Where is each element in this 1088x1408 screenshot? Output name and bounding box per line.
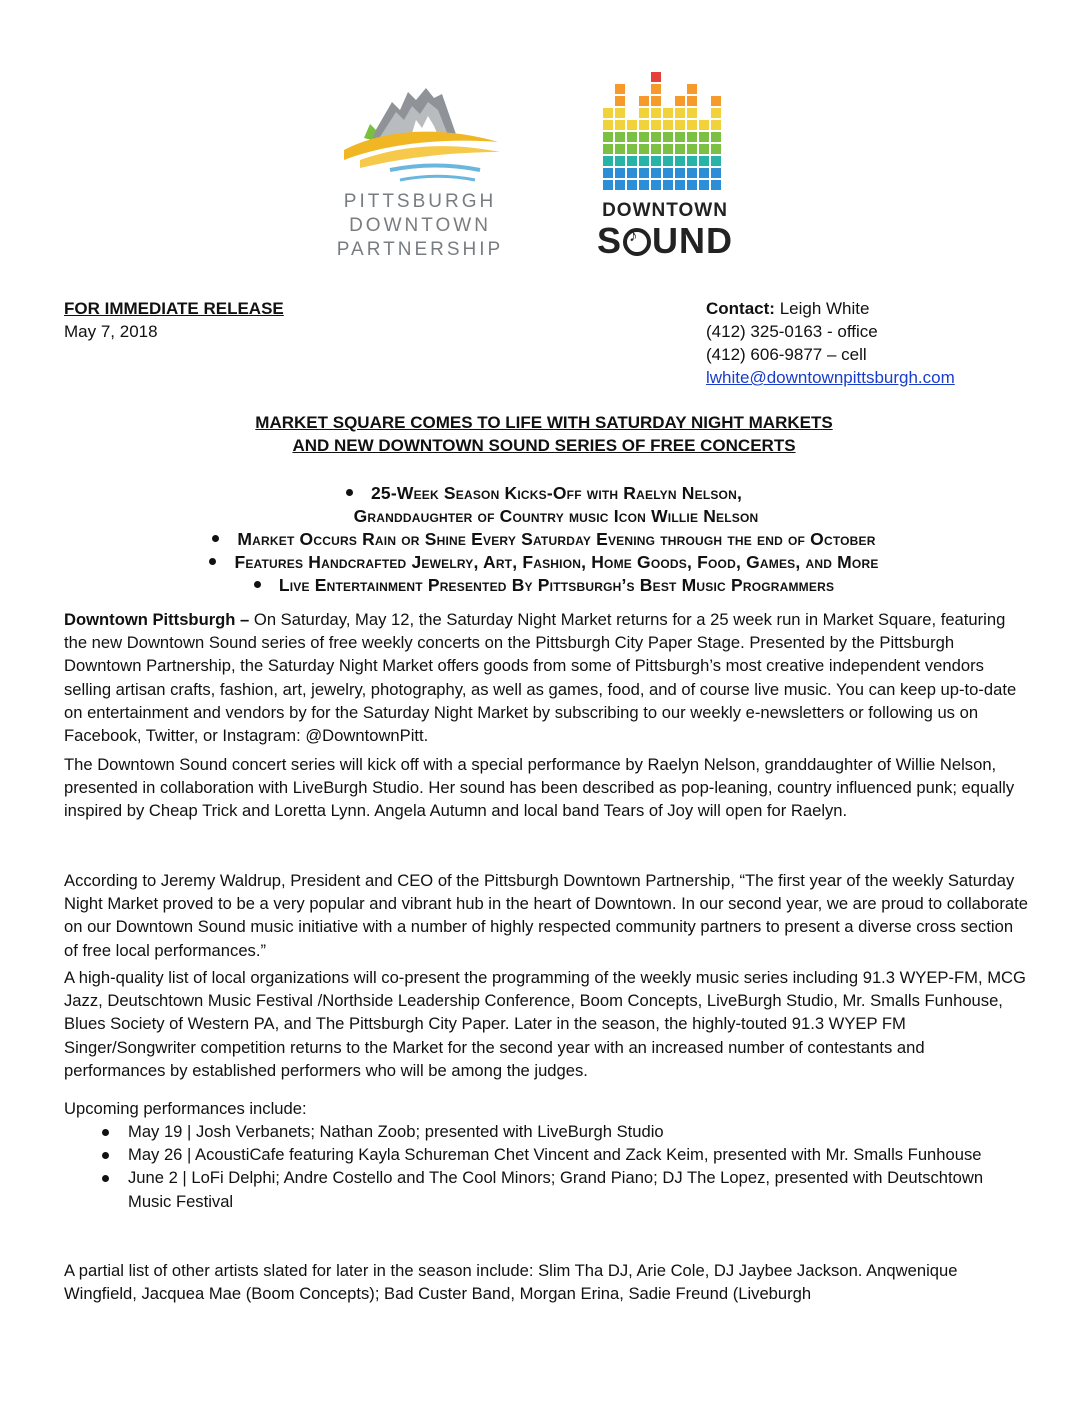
equalizer-cell bbox=[711, 108, 721, 118]
bullet-icon bbox=[254, 581, 261, 588]
equalizer-cell bbox=[615, 120, 625, 130]
bullet-icon bbox=[346, 489, 353, 496]
headline-line2: AND NEW DOWNTOWN SOUND SERIES OF FREE CONCERTS bbox=[292, 436, 796, 455]
paragraph-2: The Downtown Sound concert series will kick off with a special performance by Raelyn Nelson, granddaughter of Willie Nelson, presented in collaboration with LiveBurgh Studio. Her sound has been described as pop-leaning, country influenced punk; equally inspired by Cheap Trick and Loretta Lynn. Angela Autumn and local band Tears of Joy will open for Raelyn. bbox=[64, 755, 1015, 821]
equalizer-cell bbox=[639, 108, 649, 118]
equalizer-cell bbox=[699, 168, 709, 178]
equalizer-cell bbox=[699, 144, 709, 154]
equalizer-cell bbox=[663, 156, 673, 166]
equalizer-cell bbox=[615, 96, 625, 106]
equalizer-cell bbox=[663, 120, 673, 130]
release-date: May 7, 2018 bbox=[64, 322, 158, 341]
equalizer-cell bbox=[615, 156, 625, 166]
pdp-logo-text bbox=[330, 190, 510, 262]
equalizer-cell bbox=[639, 168, 649, 178]
equalizer-cell bbox=[651, 180, 661, 190]
equalizer-cell bbox=[651, 96, 661, 106]
equalizer-cell bbox=[675, 168, 685, 178]
equalizer-cell bbox=[615, 108, 625, 118]
equalizer-cell bbox=[675, 180, 685, 190]
highlight-item-4 bbox=[64, 574, 1024, 597]
equalizer-cell bbox=[603, 180, 613, 190]
equalizer-cell bbox=[627, 132, 637, 142]
equalizer-cell bbox=[615, 180, 625, 190]
equalizer-cell bbox=[675, 132, 685, 142]
office-phone: (412) 325-0163 - office bbox=[706, 322, 878, 341]
equalizer-cell bbox=[639, 144, 649, 154]
equalizer-cell bbox=[651, 72, 661, 82]
equalizer-cell bbox=[687, 132, 697, 142]
equalizer-cell bbox=[627, 144, 637, 154]
equalizer-cell bbox=[675, 156, 685, 166]
equalizer-cell bbox=[603, 144, 613, 154]
equalizer-cell bbox=[603, 156, 613, 166]
bullet-icon bbox=[102, 1129, 109, 1136]
equalizer-cell bbox=[699, 180, 709, 190]
performance-2: May 26 | AcoustiCafe featuring Kayla Schureman Chet Vincent and Zack Keim, presented with Mr. Smalls Funhouse bbox=[128, 1145, 982, 1165]
equalizer-cell bbox=[663, 108, 673, 118]
equalizer-cell bbox=[639, 132, 649, 142]
list-item bbox=[96, 1120, 996, 1143]
equalizer-cell bbox=[711, 144, 721, 154]
list-item bbox=[96, 1143, 996, 1166]
equalizer-cell bbox=[651, 156, 661, 166]
equalizer-cell bbox=[687, 144, 697, 154]
equalizer-cell bbox=[711, 156, 721, 166]
downtown-sound-s: S bbox=[596, 220, 622, 261]
equalizer-cell bbox=[675, 120, 685, 130]
equalizer-cell bbox=[711, 168, 721, 178]
pdp-logo-line2: DOWNTOWN bbox=[349, 215, 491, 236]
equalizer-cell bbox=[603, 108, 613, 118]
performance-3: June 2 | LoFi Delphi; Andre Costello and The Cool Minors; Grand Piano; DJ The Lopez, presented with Deutschtown Music Festival bbox=[128, 1168, 984, 1211]
bullet-icon bbox=[102, 1152, 109, 1159]
equalizer-cell bbox=[639, 96, 649, 106]
highlight-item-1 bbox=[64, 482, 1024, 528]
equalizer-cell bbox=[651, 144, 661, 154]
equalizer-cell bbox=[711, 180, 721, 190]
downtown-sound-logo bbox=[590, 62, 740, 262]
downtown-sound-line2 bbox=[590, 220, 740, 262]
equalizer-cell bbox=[651, 120, 661, 130]
contact-line bbox=[706, 297, 955, 320]
equalizer-cell bbox=[627, 156, 637, 166]
list-item bbox=[96, 1166, 996, 1212]
paragraph-4: A high-quality list of local organizations will co-present the programming of the weekly music series including 91.3 WYEP-FM, MCG Jazz, Deutschtown Music Festival /Northside Leadership Conference, Boom Concepts, LiveBurgh Studio, Mr. Smalls Funhouse, Blues Society of Western PA, and The Pittsburgh City Paper. Later in the season, the highly-touted 91.3 WYEP FM Singer/Songwriter competition returns to the Market for the second year with an increased number of contestants and performances by established performers who will be among the judges. bbox=[64, 968, 1026, 1080]
equalizer-cell bbox=[651, 108, 661, 118]
pdp-logo-line1: PITTSBURGH bbox=[343, 191, 497, 212]
equalizer-cell bbox=[687, 96, 697, 106]
equalizer-cell bbox=[675, 144, 685, 154]
equalizer-cell bbox=[699, 120, 709, 130]
highlight-4-text: Live Entertainment Presented By Pittsburgh’s Best Music Programmers bbox=[278, 575, 835, 595]
equalizer-cell bbox=[711, 132, 721, 142]
music-note-icon: ♪ bbox=[623, 228, 651, 256]
bullet-icon bbox=[212, 535, 219, 542]
highlight-1-line1: 25-Week Season Kicks-Off with Raelyn Nelson, bbox=[370, 483, 743, 503]
equalizer-cell bbox=[651, 168, 661, 178]
equalizer-cell bbox=[663, 168, 673, 178]
pdp-logo-mark bbox=[330, 80, 510, 190]
equalizer-cell bbox=[687, 180, 697, 190]
equalizer-cell bbox=[687, 84, 697, 94]
equalizer-cell bbox=[663, 144, 673, 154]
performance-1: May 19 | Josh Verbanets; Nathan Zoob; presented with LiveBurgh Studio bbox=[128, 1122, 664, 1141]
downtown-sound-und: UND bbox=[652, 220, 733, 261]
highlight-2-text: Market Occurs Rain or Shine Every Saturday Evening through the end of October bbox=[237, 529, 876, 549]
equalizer-cell bbox=[615, 144, 625, 154]
equalizer-cell bbox=[615, 168, 625, 178]
equalizer-cell bbox=[639, 156, 649, 166]
equalizer-cell bbox=[615, 84, 625, 94]
dateline: Downtown Pittsburgh – bbox=[64, 610, 250, 629]
equalizer-cell bbox=[711, 120, 721, 130]
equalizer-cell bbox=[615, 132, 625, 142]
paragraph-3: According to Jeremy Waldrup, President and CEO of the Pittsburgh Downtown Partnership, “The first year of the weekly Saturday Night Market proved to be a very popular and vibrant hub in the heart of Downtown. In our second year, we are proud to collaborate on our Downtown Sound music initiative with a number of highly respected community partners to present a diverse cross section of free local performances.” bbox=[64, 871, 1028, 960]
equalizer-cell bbox=[627, 120, 637, 130]
equalizer-cell bbox=[627, 180, 637, 190]
bullet-icon bbox=[209, 558, 216, 565]
contact-block bbox=[706, 297, 955, 389]
contact-email-link[interactable]: lwhite@downtownpittsburgh.com bbox=[706, 368, 955, 387]
equalizer-cell bbox=[711, 96, 721, 106]
bullet-icon bbox=[102, 1175, 109, 1182]
highlight-3-text: Features Handcrafted Jewelry, Art, Fashion, Home Goods, Food, Games, and More bbox=[234, 552, 879, 572]
equalizer-cell bbox=[663, 180, 673, 190]
equalizer-cell bbox=[639, 120, 649, 130]
equalizer-cell bbox=[699, 156, 709, 166]
equalizer-cell bbox=[651, 132, 661, 142]
pdp-logo-line3: PARTNERSHIP bbox=[336, 239, 504, 260]
highlight-item-3 bbox=[64, 551, 1024, 574]
upcoming-label: Upcoming performances include: bbox=[64, 1099, 307, 1118]
cell-phone: (412) 606-9877 – cell bbox=[706, 345, 867, 364]
highlight-item-2 bbox=[64, 528, 1024, 551]
equalizer-cell bbox=[663, 132, 673, 142]
downtown-sound-line1: DOWNTOWN bbox=[602, 200, 728, 221]
paragraph-1-text: On Saturday, May 12, the Saturday Night Market returns for a 25 week run in Market Square, featuring the new Downtown Sound series of free weekly concerts on the Pittsburgh City Paper Stage. Presented by the Pittsburgh Downtown Partnership, the Saturday Night Market offers goods from some of Pittsburgh’s most creative independent vendors selling artisan crafts, fashion, art, jewelry, photography, as well as games, food, and of course live music. You can keep up-to-date on entertainment and vendors by for the Saturday Night Market by subscribing to our weekly e-newsletters or following us on Facebook, Twitter, or Instagram: @DowntownPitt. bbox=[64, 610, 1017, 746]
downtown-sound-equalizer bbox=[590, 62, 740, 192]
equalizer-cell bbox=[603, 168, 613, 178]
equalizer-cell bbox=[687, 108, 697, 118]
equalizer-cell bbox=[603, 132, 613, 142]
equalizer-cell bbox=[603, 120, 613, 130]
equalizer-cell bbox=[687, 168, 697, 178]
equalizer-cell bbox=[687, 120, 697, 130]
equalizer-cell bbox=[699, 132, 709, 142]
paragraph-1 bbox=[64, 608, 1030, 747]
equalizer-cell bbox=[651, 84, 661, 94]
performance-list bbox=[96, 1120, 996, 1213]
contact-label: Contact: bbox=[706, 299, 775, 318]
paragraph-5: A partial list of other artists slated for later in the season include: Slim Tha DJ, Arie Cole, DJ Jaybee Jackson. Anqwenique Wingfield, Jacquea Mae (Boom Concepts); Bad Custer Band, Morgan Erina, Sadie Freund (Liveburgh bbox=[64, 1261, 958, 1304]
headline bbox=[64, 411, 1024, 457]
contact-name: Leigh White bbox=[779, 299, 870, 318]
headline-line1: MARKET SQUARE COMES TO LIFE WITH SATURDAY NIGHT MARKETS bbox=[255, 413, 833, 432]
pdp-logo bbox=[330, 80, 510, 260]
equalizer-cell bbox=[639, 180, 649, 190]
equalizer-cell bbox=[627, 168, 637, 178]
release-label: FOR IMMEDIATE RELEASE bbox=[64, 299, 284, 318]
equalizer-cell bbox=[675, 108, 685, 118]
highlight-1-line2: Granddaughter of Country music Icon Willie Nelson bbox=[353, 506, 759, 526]
equalizer-cell bbox=[687, 156, 697, 166]
equalizer-cell bbox=[675, 96, 685, 106]
